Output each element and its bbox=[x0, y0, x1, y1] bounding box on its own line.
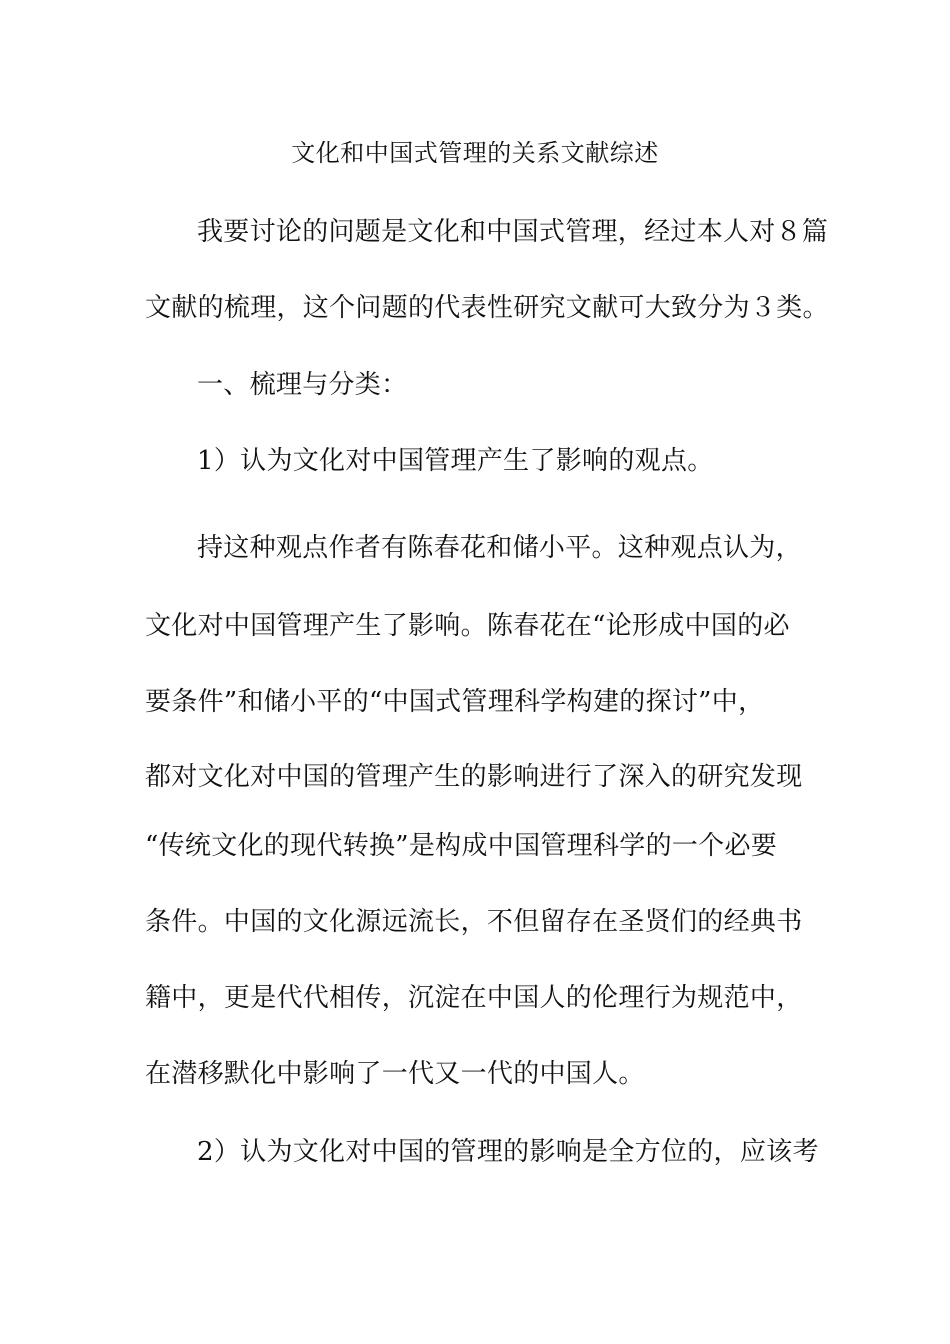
paragraph-line: 条件。中国的文化源远流长，不但留存在圣贤们的经典书 bbox=[145, 907, 803, 937]
paragraph-line: 籍中，更是代代相传，沉淀在中国人的伦理行为规范中， bbox=[145, 983, 803, 1013]
subsection-heading: 2）认为文化对中国的管理的影响是全方位的，应该考 bbox=[197, 1137, 819, 1167]
paragraph-line: “传统文化的现代转换”是构成中国管理科学的一个必要 bbox=[145, 831, 778, 861]
section-heading: 一、梳理与分类： bbox=[197, 370, 408, 400]
paragraph-line: 文献的梳理，这个问题的代表性研究文献可大致分为３类。 bbox=[145, 293, 829, 323]
paragraph-line: 持这种观点作者有陈春花和储小平。这种观点认为， bbox=[197, 533, 802, 563]
paragraph-line: 在潜移默化中影响了一代又一代的中国人。 bbox=[145, 1059, 645, 1089]
paragraph-line: 我要讨论的问题是文化和中国式管理，经过本人对８篇 bbox=[197, 217, 829, 247]
subsection-heading: 1）认为文化对中国管理产生了影响的观点。 bbox=[197, 446, 714, 476]
paragraph-line: 都对文化对中国的管理产生的影响进行了深入的研究发现 bbox=[145, 762, 803, 792]
document-title: 文化和中国式管理的关系文献综述 bbox=[291, 139, 659, 167]
paragraph-line: 文化对中国管理产生了影响。陈春花在“论形成中国的必 bbox=[145, 611, 790, 641]
paragraph-line: 要条件”和储小平的“中国式管理科学构建的探讨”中， bbox=[145, 687, 765, 717]
